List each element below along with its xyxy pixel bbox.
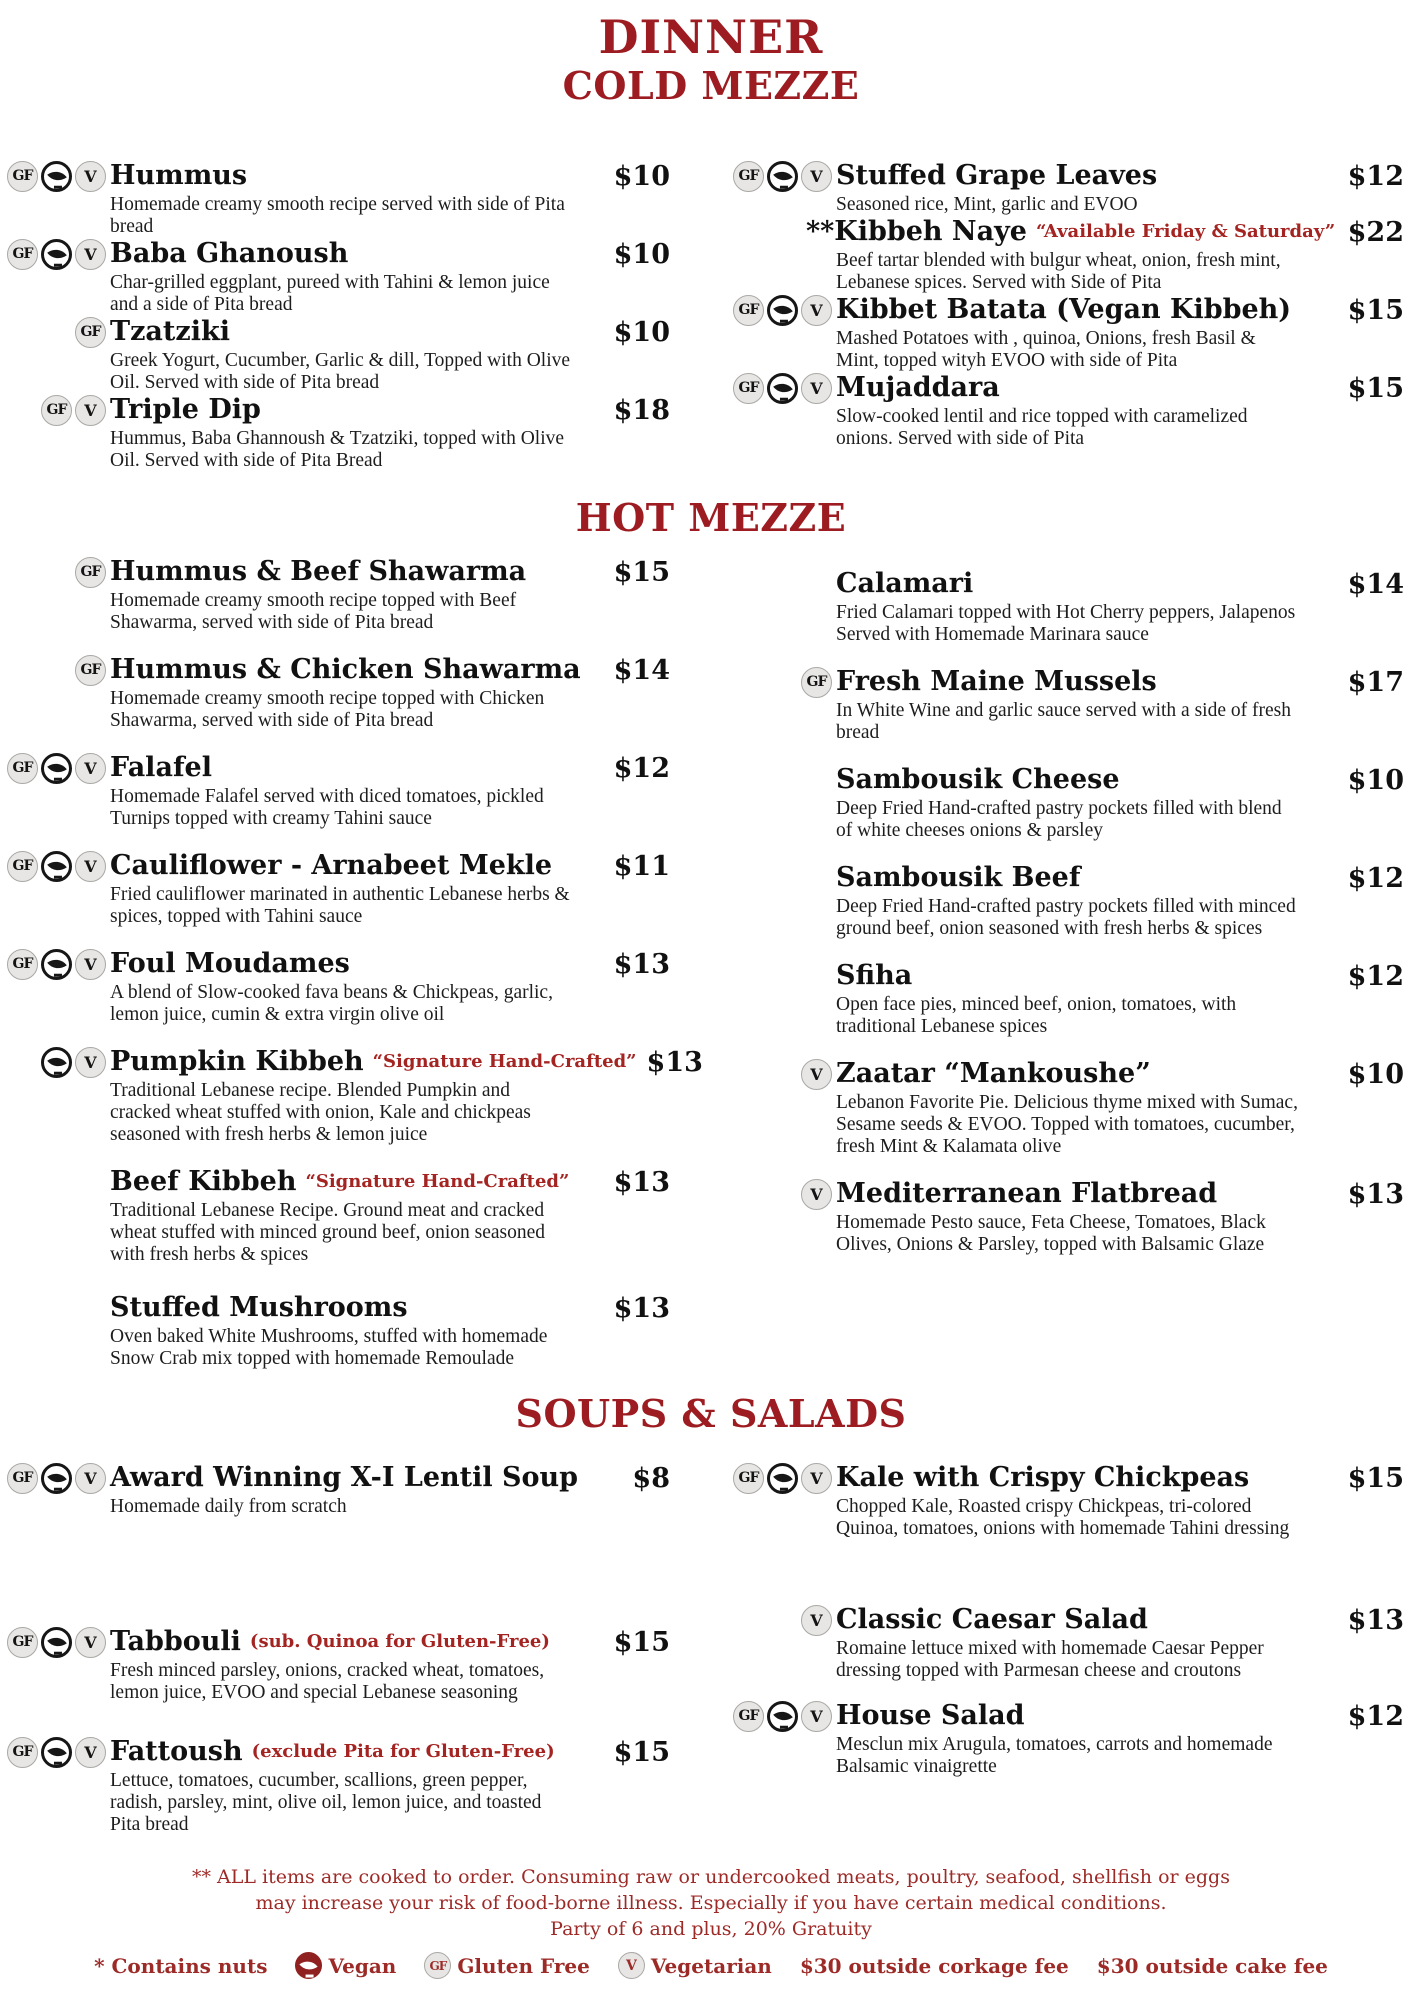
vegetarian-icon: V: [75, 161, 106, 192]
menu-item-classic-caesar-salad: [744, 1604, 1404, 1682]
item-description: Open face pies, minced beef, onion, tomatoes, with traditional Lebanese spices: [836, 994, 1237, 1037]
vegetarian-icon: V: [75, 1627, 106, 1658]
item-name: Stuffed Grape Leaves: [836, 160, 1158, 191]
item-price: $10: [1347, 1058, 1404, 1090]
item-description: Beef tartar blended with bulgur wheat, onion, fresh mint, Lebanese spices. Served with Side of Pita: [836, 250, 1281, 293]
item-description: Oven baked White Mushrooms, stuffed with homemade Snow Crab mix topped with homemade Remoulade: [110, 1326, 548, 1369]
menu-item-zaatar-mankoushe: [744, 1058, 1404, 1158]
section-cold-mezze: [12, 160, 1404, 472]
vegan-icon: [41, 1463, 72, 1494]
gluten-free-icon: GF: [7, 1737, 38, 1768]
item-price: $12: [1347, 160, 1404, 192]
item-price: $15: [1347, 294, 1404, 326]
item-price: $10: [613, 160, 670, 192]
item-annotation: (exclude Pita for Gluten-Free): [251, 1740, 555, 1762]
vegetarian-icon: V: [801, 295, 832, 326]
vegan-icon: [767, 295, 798, 326]
disclaimer-line: ** ALL items are cooked to order. Consuming raw or undercooked meats, poultry, seafood, shellfish or eggs: [192, 1866, 1230, 1888]
item-name: Sambousik Cheese: [836, 764, 1120, 795]
legend-vegan-label: Vegan: [328, 1953, 397, 1978]
vegan-icon: [41, 161, 72, 192]
vegan-icon: [41, 1047, 72, 1078]
item-name: Hummus & Beef Shawarma: [110, 556, 527, 587]
menu-item-fattoush: [12, 1736, 670, 1836]
item-price: $11: [613, 850, 670, 882]
item-name: Beef Kibbeh: [110, 1166, 297, 1197]
gluten-free-icon: GF: [75, 557, 106, 588]
item-description: Mashed Potatoes with , quinoa, Onions, fresh Basil & Mint, topped wityh EVOO with side of Pita: [836, 328, 1256, 371]
item-price: $12: [613, 752, 670, 784]
menu-item-lentil-soup: [12, 1462, 670, 1518]
item-price: $10: [613, 238, 670, 270]
vegetarian-icon: V: [75, 1047, 106, 1078]
menu-item-kibbet-batata: [738, 294, 1404, 372]
legend-cake-fee: [1097, 1954, 1328, 1978]
menu-item-fresh-maine-mussels: [744, 666, 1404, 744]
menu-item-hummus-chicken-shawarma: [18, 654, 670, 732]
menu-item-foul-moudames: [12, 948, 670, 1026]
vegan-icon: [41, 851, 72, 882]
gluten-free-icon: GF: [75, 317, 106, 348]
item-name: Hummus: [110, 160, 248, 191]
vegetarian-icon: V: [801, 1059, 832, 1090]
gluten-free-icon: GF: [7, 949, 38, 980]
vegetarian-icon: V: [75, 753, 106, 784]
item-name: Zaatar “Mankoushe”: [836, 1058, 1151, 1089]
item-description: Homemade Falafel served with diced tomatoes, pickled Turnips topped with creamy Tahini sauce: [110, 786, 544, 829]
item-name: Sfiha: [836, 960, 913, 991]
item-description: Lebanon Favorite Pie. Delicious thyme mixed with Sumac, Sesame seeds & EVOO. Topped with tomatoes, cucumber, fresh Mint & Kalamata olive: [836, 1092, 1298, 1157]
item-price: $15: [613, 556, 670, 588]
item-name: Kibbet Batata (Vegan Kibbeh): [836, 294, 1292, 325]
item-price: $13: [613, 1166, 670, 1198]
menu-item-beef-kibbeh: [18, 1166, 670, 1266]
section-title-soups-salads: SOUPS & SALADS: [515, 1391, 907, 1436]
menu-item-stuffed-mushrooms: [18, 1292, 670, 1370]
vegetarian-icon: V: [75, 1737, 106, 1768]
vegan-icon: [41, 239, 72, 270]
menu-item-sambousik-beef: [744, 862, 1404, 940]
section-soups-salads: [12, 1462, 1404, 1836]
item-description: Seasoned rice, Mint, garlic and EVOO: [836, 194, 1138, 215]
item-price: $13: [1347, 1178, 1404, 1210]
item-name: Mediterranean Flatbread: [836, 1178, 1218, 1209]
page-title: DINNER: [598, 10, 824, 64]
item-price: $15: [613, 1626, 670, 1658]
item-price: $13: [646, 1046, 703, 1078]
item-annotation: “Signature Hand-Crafted”: [305, 1170, 570, 1192]
vegetarian-icon: V: [801, 161, 832, 192]
gluten-free-icon: GF: [733, 1701, 764, 1732]
item-annotation: (sub. Quinoa for Gluten-Free): [249, 1630, 550, 1652]
item-name: Falafel: [110, 752, 212, 783]
legend-vegan: [295, 1952, 396, 1979]
menu-item-tzatziki: [18, 316, 670, 394]
footer: [18, 1864, 1404, 1979]
legend-cake-label: $30 outside cake fee: [1096, 1953, 1328, 1978]
item-name: **Kibbeh Naye: [806, 216, 1027, 247]
item-price: $10: [613, 316, 670, 348]
item-description: In White Wine and garlic sauce served with a side of fresh bread: [836, 700, 1291, 743]
legend-row: [18, 1952, 1404, 1979]
vegetarian-icon: V: [75, 949, 106, 980]
menu-item-hummus-beef-shawarma: [18, 556, 670, 634]
item-annotation: “Signature Hand-Crafted”: [372, 1050, 637, 1072]
disclaimer-line: Party of 6 and plus, 20% Gratuity: [550, 1918, 872, 1940]
menu-item-tabbouli: [12, 1626, 670, 1704]
menu-item-mujaddara: [738, 372, 1404, 450]
item-price: $15: [1347, 372, 1404, 404]
item-price: $17: [1347, 666, 1404, 698]
legend-corkage-fee: [800, 1954, 1069, 1978]
item-name: Baba Ghanoush: [110, 238, 349, 269]
menu-item-pumpkin-kibbeh: [18, 1046, 703, 1146]
item-description: Char-grilled eggplant, pureed with Tahini & lemon juice and a side of Pita bread: [110, 272, 550, 315]
item-price: $12: [1347, 1700, 1404, 1732]
gluten-free-icon: GF: [733, 295, 764, 326]
item-description: Greek Yogurt, Cucumber, Garlic & dill, Topped with Olive Oil. Served with side of Pita bread: [110, 350, 571, 393]
vegan-icon: [41, 753, 72, 784]
menu-item-mediterranean-flatbread: [744, 1178, 1404, 1256]
legend-vegetarian-label: Vegetarian: [650, 1953, 772, 1978]
vegan-icon: [767, 161, 798, 192]
vegetarian-icon: V: [75, 395, 106, 426]
item-name: Mujaddara: [836, 372, 1000, 403]
item-description: Deep Fried Hand-crafted pastry pockets filled with blend of white cheeses onions & parsley: [836, 798, 1282, 841]
item-description: Slow-cooked lentil and rice topped with caramelized onions. Served with side of Pita: [836, 406, 1248, 449]
gluten-free-icon: GF: [733, 1463, 764, 1494]
item-description: Romaine lettuce mixed with homemade Caesar Pepper dressing topped with Parmesan cheese and croutons: [836, 1638, 1264, 1681]
vegan-icon: [767, 373, 798, 404]
item-price: $15: [613, 1736, 670, 1768]
item-price: $12: [1347, 862, 1404, 894]
vegan-icon: [41, 1627, 72, 1658]
vegan-icon: [767, 1701, 798, 1732]
gluten-free-icon: GF: [7, 851, 38, 882]
menu-item-sambousik-cheese: [744, 764, 1404, 842]
item-name: Hummus & Chicken Shawarma: [110, 654, 581, 685]
legend-corkage-label: $30 outside corkage fee: [799, 1953, 1069, 1978]
item-name: Calamari: [836, 568, 974, 599]
gluten-free-icon: GF: [7, 239, 38, 270]
item-name: House Salad: [836, 1700, 1025, 1731]
item-price: $13: [613, 948, 670, 980]
menu-item-sfiha: [744, 960, 1404, 1038]
menu-item-calamari: [744, 568, 1404, 646]
item-name: Foul Moudames: [110, 948, 350, 979]
vegetarian-icon: V: [801, 373, 832, 404]
item-price: $12: [1347, 960, 1404, 992]
item-name: Fresh Maine Mussels: [836, 666, 1157, 697]
item-price: $18: [613, 394, 670, 426]
item-name: Triple Dip: [110, 394, 261, 425]
menu-item-baba-ghanoush: [12, 238, 670, 316]
gluten-free-icon: GF: [733, 161, 764, 192]
vegan-icon: [41, 949, 72, 980]
vegan-icon: [41, 1737, 72, 1768]
vegetarian-icon: V: [75, 239, 106, 270]
item-price: $13: [613, 1292, 670, 1324]
item-price: $14: [1347, 568, 1404, 600]
gluten-free-icon: GF: [75, 655, 106, 686]
item-description: Homemade creamy smooth recipe served with side of Pita bread: [110, 194, 565, 237]
item-description: Deep Fried Hand-crafted pastry pockets filled with minced ground beef, onion seasoned with fresh herbs & spices: [836, 896, 1296, 939]
legend-vegetarian: [618, 1952, 772, 1979]
item-description: Fresh minced parsley, onions, cracked wheat, tomatoes, lemon juice, EVOO and special Lebanese seasoning: [110, 1660, 545, 1703]
vegetarian-icon: V: [801, 1701, 832, 1732]
item-name: Classic Caesar Salad: [836, 1604, 1148, 1635]
gluten-free-icon: GF: [7, 1627, 38, 1658]
item-description: Chopped Kale, Roasted crispy Chickpeas, tri-colored Quinoa, tomatoes, onions with homemade Tahini dressing: [836, 1496, 1290, 1539]
item-price: $8: [632, 1462, 670, 1494]
item-description: Homemade creamy smooth recipe topped with Chicken Shawarma, served with side of Pita bread: [110, 688, 545, 731]
menu-item-kale-crispy-chickpeas: [738, 1462, 1404, 1540]
item-description: Homemade Pesto sauce, Feta Cheese, Tomatoes, Black Olives, Onions & Parsley, topped with Balsamic Glaze: [836, 1212, 1266, 1255]
menu-item-hummus: [12, 160, 670, 238]
vegetarian-icon: V: [75, 1463, 106, 1494]
vegetarian-icon: V: [618, 1952, 645, 1979]
item-description: Homemade creamy smooth recipe topped with Beef Shawarma, served with side of Pita bread: [110, 590, 517, 633]
item-price: $14: [613, 654, 670, 686]
section-hot-mezze: [12, 556, 1404, 1390]
vegan-icon: [295, 1952, 322, 1979]
item-name: Pumpkin Kibbeh: [110, 1046, 364, 1077]
item-price: $13: [1347, 1604, 1404, 1636]
vegetarian-icon: V: [75, 851, 106, 882]
item-name: Fattoush: [110, 1736, 243, 1767]
item-name: Award Winning X-I Lentil Soup: [110, 1462, 579, 1493]
vegetarian-icon: V: [801, 1605, 832, 1636]
legend-gluten-free: [424, 1952, 590, 1979]
gluten-free-icon: GF: [424, 1952, 451, 1979]
item-description: A blend of Slow-cooked fava beans & Chickpeas, garlic, lemon juice, cumin & extra virgin olive oil: [110, 982, 553, 1025]
item-description: Fried Calamari topped with Hot Cherry peppers, Jalapenos Served with Homemade Marinara sauce: [836, 602, 1296, 645]
menu-item-kibbeh-naye: [744, 216, 1404, 294]
menu-item-triple-dip: [18, 394, 670, 472]
menu-item-falafel: [12, 752, 670, 830]
item-name: Kale with Crispy Chickpeas: [836, 1462, 1250, 1493]
item-description: Traditional Lebanese Recipe. Ground meat and cracked wheat stuffed with minced ground beef, onion seasoned with fresh herbs & spices: [110, 1200, 546, 1265]
item-price: $15: [1347, 1462, 1404, 1494]
item-description: Lettuce, tomatoes, cucumber, scallions, green pepper, radish, parsley, mint, olive oil, lemon juice, and toasted Pita bread: [110, 1770, 542, 1835]
section-title-hot-mezze: HOT MEZZE: [575, 495, 847, 540]
item-description: Homemade daily from scratch: [110, 1496, 347, 1517]
vegetarian-icon: V: [801, 1463, 832, 1494]
vegan-icon: [767, 1463, 798, 1494]
item-name: Sambousik Beef: [836, 862, 1081, 893]
legend-gluten-free-label: Gluten Free: [457, 1953, 590, 1978]
item-name: Stuffed Mushrooms: [110, 1292, 408, 1323]
item-name: Cauliflower - Arnabeet Mekle: [110, 850, 553, 881]
disclaimer-line: may increase your risk of food-borne illness. Especially if you have certain medical conditions.: [255, 1892, 1167, 1914]
item-description: Fried cauliflower marinated in authentic Lebanese herbs & spices, topped with Tahini sauce: [110, 884, 570, 927]
gluten-free-icon: GF: [41, 395, 72, 426]
menu-item-stuffed-grape-leaves: [738, 160, 1404, 216]
gluten-free-icon: GF: [801, 667, 832, 698]
legend-contains-nuts: [94, 1954, 267, 1978]
item-name: Tzatziki: [110, 316, 230, 347]
item-price: $22: [1347, 216, 1404, 248]
item-annotation: “Available Friday & Saturday”: [1035, 220, 1336, 242]
legend-contains-nuts-label: * Contains nuts: [94, 1953, 268, 1978]
section-title-cold-mezze: COLD MEZZE: [562, 63, 860, 108]
item-name: Tabbouli: [110, 1626, 241, 1657]
gluten-free-icon: GF: [7, 161, 38, 192]
item-description: Hummus, Baba Ghannoush & Tzatziki, topped with Olive Oil. Served with side of Pita Bread: [110, 428, 565, 471]
gluten-free-icon: GF: [733, 373, 764, 404]
menu-item-cauliflower-arnabeet-mekle: [12, 850, 670, 928]
item-description: Mesclun mix Arugula, tomatoes, carrots and homemade Balsamic vinaigrette: [836, 1734, 1273, 1777]
gluten-free-icon: GF: [7, 1463, 38, 1494]
gluten-free-icon: GF: [7, 753, 38, 784]
vegetarian-icon: V: [801, 1179, 832, 1210]
menu-item-house-salad: [738, 1700, 1404, 1778]
item-description: Traditional Lebanese recipe. Blended Pumpkin and cracked wheat stuffed with onion, Kale and chickpeas seasoned with fresh herbs & lemon juice: [110, 1080, 531, 1145]
item-price: $10: [1347, 764, 1404, 796]
